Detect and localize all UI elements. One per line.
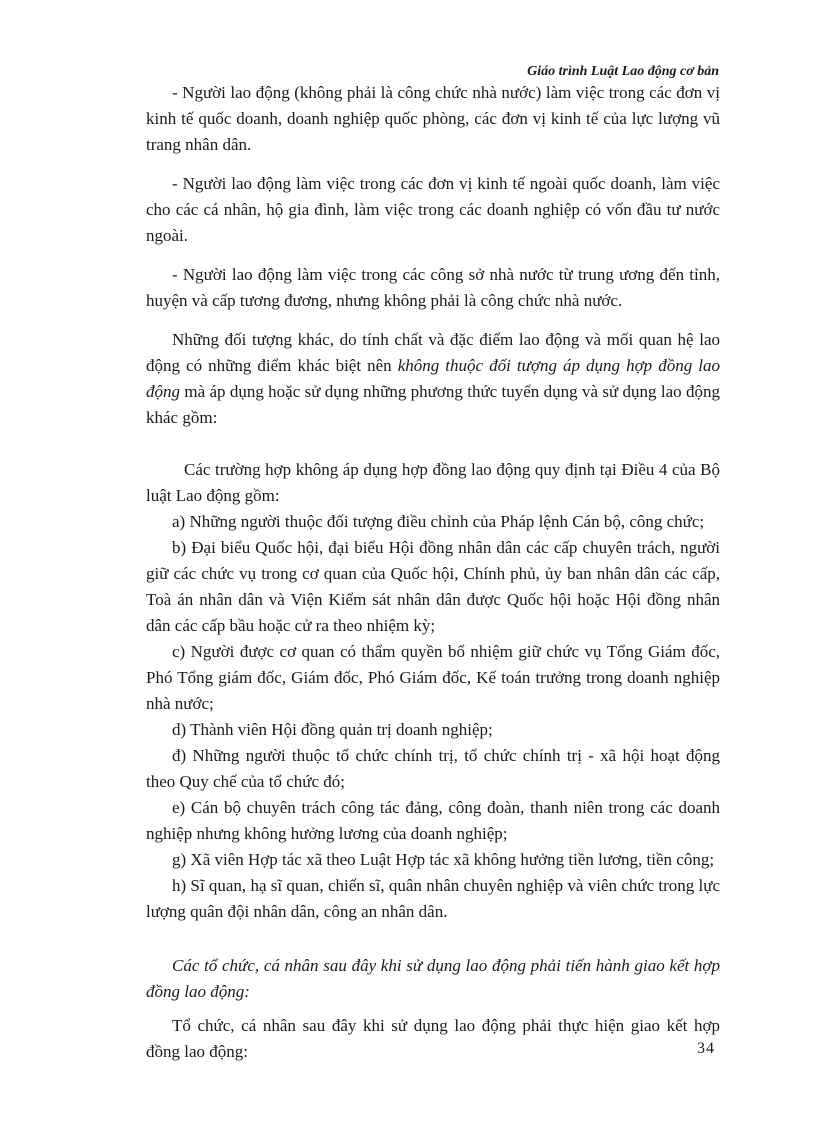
exclusion-item: d) Thành viên Hội đồng quản trị doanh nghiệp; bbox=[172, 720, 493, 739]
exclusion-item: đ) Những người thuộc tổ chức chính trị, tổ chức chính trị - xã hội hoạt động theo Quy chế của tổ chức đó; bbox=[146, 746, 720, 791]
other-subjects-paragraph bbox=[146, 327, 720, 431]
exclusions-box bbox=[146, 457, 720, 925]
page-body bbox=[146, 80, 720, 1065]
intro-list-item: - Người lao động làm việc trong các đơn vị kinh tế ngoài quốc doanh, làm việc cho các cá nhân, hộ gia đình, làm việc trong các doanh nghiệp có vốn đầu tư nước ngoài. bbox=[146, 174, 720, 245]
other-subjects-emphasis: không thuộc đối tượng áp dụng hợp đồng lao động bbox=[146, 356, 720, 401]
intro-list-item: - Người lao động làm việc trong các công sở nhà nước từ trung ương đến tỉnh, huyện và cấp tương đương, nhưng không phải là công chức nhà nước. bbox=[146, 265, 720, 310]
other-subjects-text-end: mà áp dụng hoặc sử dụng những phương thức tuyển dụng và sử dụng lao động khác gồm: bbox=[146, 382, 720, 427]
intro-list-item: - Người lao động (không phải là công chức nhà nước) làm việc trong các đơn vị kinh tế quốc doanh, doanh nghiệp quốc phòng, các đơn vị kinh tế của lực lượng vũ trang nhân dân. bbox=[146, 83, 720, 154]
running-header: Giáo trình Luật Lao động cơ bản bbox=[527, 64, 719, 79]
closing-paragraph: Tổ chức, cá nhân sau đây khi sử dụng lao động phải thực hiện giao kết hợp đồng lao động: bbox=[146, 1016, 720, 1061]
page-number: 34 bbox=[697, 1040, 715, 1057]
exclusion-item: g) Xã viên Hợp tác xã theo Luật Hợp tác xã không hưởng tiền lương, tiền công; bbox=[172, 850, 715, 869]
exclusion-item: e) Cán bộ chuyên trách công tác đảng, công đoàn, thanh niên trong các doanh nghiệp nhưng không hưởng lương của doanh nghiệp; bbox=[146, 798, 720, 843]
exclusion-item: h) Sĩ quan, hạ sĩ quan, chiến sĩ, quân nhân chuyên nghiệp và viên chức trong lực lượng quân đội nhân dân, công an nhân dân. bbox=[146, 876, 720, 921]
exclusion-item: a) Những người thuộc đối tượng điều chỉnh của Pháp lệnh Cán bộ, công chức; bbox=[172, 512, 705, 531]
exclusion-item: c) Người được cơ quan có thẩm quyền bổ nhiệm giữ chức vụ Tổng Giám đốc, Phó Tổng giám đốc, Giám đốc, Phó Giám đốc, Kế toán trưởng trong doanh nghiệp nhà nước; bbox=[146, 642, 720, 713]
exclusions-intro: Các trường hợp không áp dụng hợp đồng lao động quy định tại Điều 4 của Bộ luật Lao động gồm: bbox=[146, 460, 720, 505]
other-subjects-text: Những đối tượng khác, do tính chất và đặc điểm lao động và mối quan hệ lao động có những điểm khác biệt nên bbox=[146, 330, 720, 375]
exclusion-item: b) Đại biểu Quốc hội, đại biểu Hội đồng nhân dân các cấp chuyên trách, người giữ các chức vụ trong cơ quan của Quốc hội, Chính phủ, ủy ban nhân dân các cấp, Toà án nhân dân và Viện Kiểm sát nhân dân được Quốc hội hoặc Hội đồng nhân dân các cấp bầu hoặc cử ra theo nhiệm kỳ; bbox=[146, 538, 720, 635]
section-heading: Các tổ chức, cá nhân sau đây khi sử dụng lao động phải tiến hành giao kết hợp đồng lao động: bbox=[146, 956, 720, 1001]
